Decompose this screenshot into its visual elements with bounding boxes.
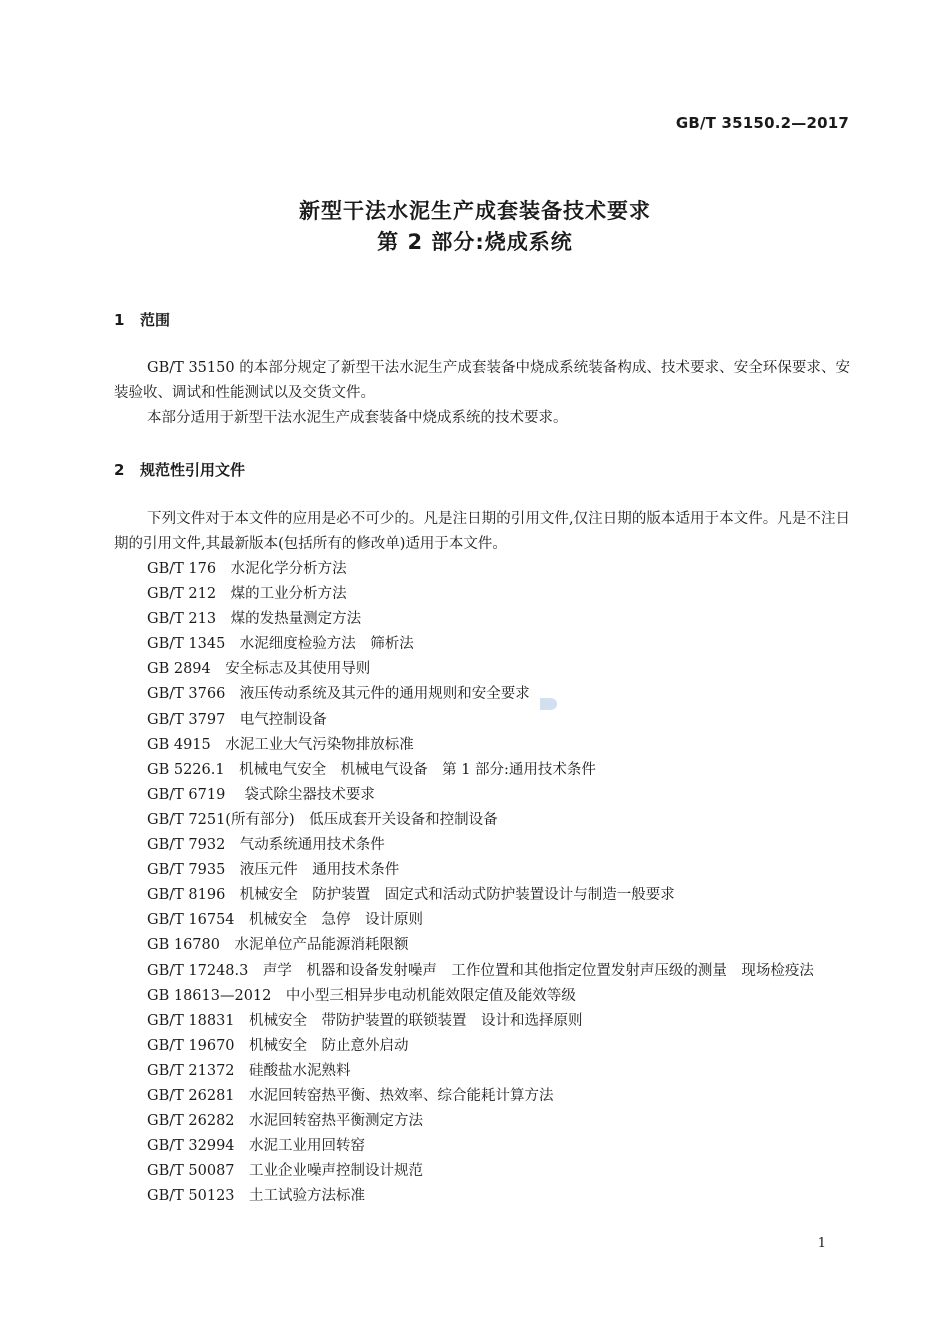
reference-item: GB/T 19670 机械安全 防止意外启动 [147,1037,409,1054]
watermark-mark [538,697,560,711]
references-intro: 下列文件对于本文件的应用是必不可少的。凡是注日期的引用文件,仅注日期的版本适用于本文件。凡是不注日期的引用文件,其最新版本(包括所有的修改单)适用于本文件。 [114,511,850,552]
title-line-1: 新型干法水泥生产成套装备技术要求 [299,199,651,223]
reference-item: GB/T 7932 气动系统通用技术条件 [147,837,385,854]
reference-item: GB/T 26282 水泥回转窑热平衡测定方法 [147,1113,424,1130]
section-2-heading [114,459,245,480]
reference-item: GB/T 17248.3 声学 机器和设备发射噪声 工作位置和其他指定位置发射声压级的测量 现场检疫法 [147,962,814,979]
reference-item: GB/T 21372 硅酸盐水泥熟料 [147,1062,351,1079]
reference-item: GB 18613—2012 中小型三相异步电动机能效限定值及能效等级 [147,987,576,1004]
reference-item: GB/T 50123 土工试验方法标准 [147,1188,366,1205]
reference-item: GB/T 16754 机械安全 急停 设计原则 [147,912,424,929]
reference-item: GB/T 7251(所有部分) 低压成套开关设备和控制设备 [147,811,498,828]
reference-item: GB/T 18831 机械安全 带防护装置的联锁装置 设计和选择原则 [147,1012,583,1029]
reference-item: GB 5226.1 机械电气安全 机械电气设备 第 1 部分:通用技术条件 [147,761,596,778]
scope-paragraph-1: GB/T 35150 的本部分规定了新型干法水泥生产成套装备中烧成系统装备构成、技术要求、安全环保要求、安装验收、调试和性能测试以及交货文件。 [114,360,850,401]
reference-item: GB 4915 水泥工业大气污染物排放标准 [147,736,414,753]
section-title: 范围 [140,311,171,329]
reference-item: GB/T 6719 袋式除尘器技术要求 [147,786,375,803]
standard-code: GB/T 35150.2—2017 [675,114,849,132]
reference-item: GB/T 26281 水泥回转窑热平衡、热效率、综合能耗计算方法 [147,1087,554,1104]
reference-item: GB/T 8196 机械安全 防护装置 固定式和活动式防护装置设计与制造一般要求 [147,887,675,904]
reference-item: GB 2894 安全标志及其使用导则 [147,661,371,678]
reference-item: GB/T 3797 电气控制设备 [147,711,327,728]
reference-item: GB 16780 水泥单位产品能源消耗限额 [147,937,409,954]
reference-item: GB/T 32994 水泥工业用回转窑 [147,1138,366,1155]
page-number: 1 [817,1236,826,1251]
reference-item: GB/T 50087 工业企业噪声控制设计规范 [147,1163,424,1180]
section-number: 1 [114,311,125,329]
title-line-2: 第 2 部分:烧成系统 [377,230,573,254]
reference-item: GB/T 7935 液压元件 通用技术条件 [147,862,400,879]
reference-item: GB/T 1345 水泥细度检验方法 筛析法 [147,636,414,653]
reference-item: GB/T 3766 液压传动系统及其元件的通用规则和安全要求 [147,686,530,703]
section-title: 规范性引用文件 [140,461,246,479]
section-1-heading [114,309,170,330]
reference-item: GB/T 212 煤的工业分析方法 [147,586,347,603]
section-number: 2 [114,461,125,479]
reference-item: GB/T 176 水泥化学分析方法 [147,561,347,577]
scope-paragraph-2: 本部分适用于新型干法水泥生产成套装备中烧成系统的技术要求。 [147,410,568,426]
document-title [0,196,950,258]
reference-list [114,557,850,1209]
reference-item: GB/T 213 煤的发热量测定方法 [147,611,362,628]
